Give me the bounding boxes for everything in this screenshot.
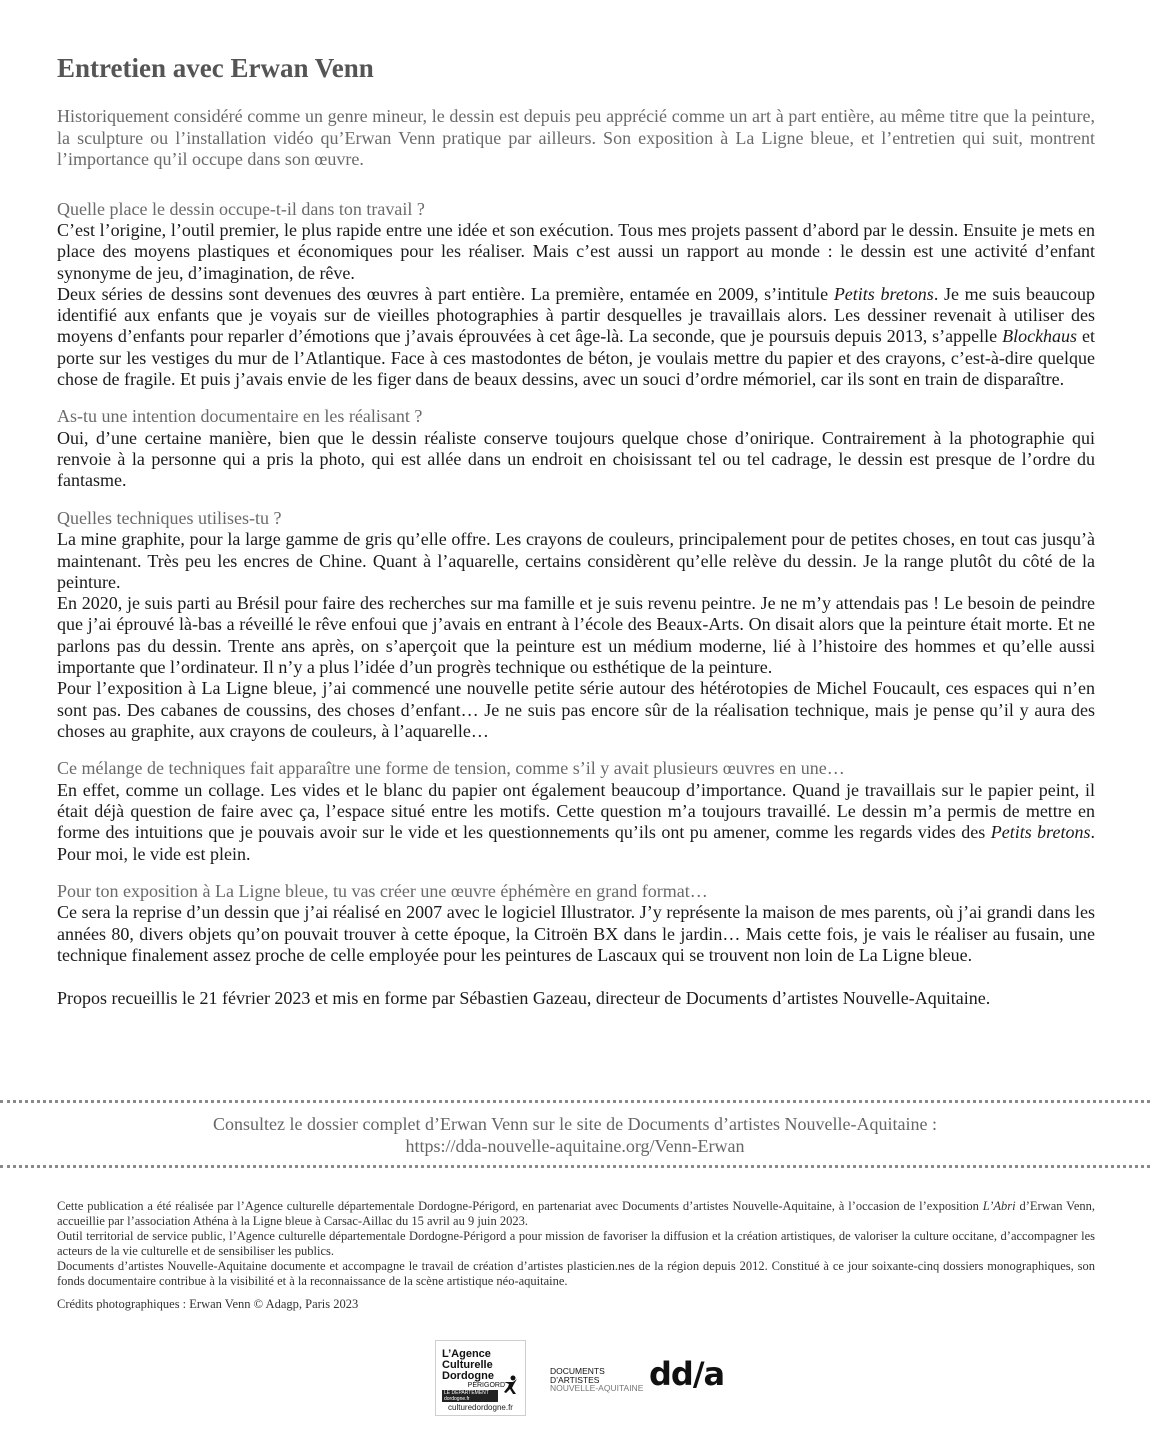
- answer-paragraph: Deux séries de dessins sont devenues des œuvres à part entière. La première, entamée en 2009, s’intitule Petits bretons. Je me suis beaucoup identifié aux enfants que je voyais sur de vieilles photographies à partir desquelles je travaillais alors. Les dessiner revenait à utiliser des moyens d’enfants pour reparler d’émotions que j’avais éprouvées à cet âge-là. La seconde, que je poursuis depuis 2013, s’appelle Blockhaus et porte sur les vestiges du mur de l’Atlantique. Face à ces mastodontes de béton, je voulais mettre du papier et des crayons, c’est-à-dire quelque chose de fragile. Et puis j’avais envie de les figer dans de beaux dessins, avec un souci d’ordre mémoriel, car ils sont en train de disparaître.: [57, 283, 1096, 390]
- qa-block-1: [57, 199, 1095, 391]
- credits-paragraph: Outil territorial de service public, l’Agence culturelle départementale Dordogne-Périgord a pour mission de favoriser la diffusion et la création artistiques, de valoriser la culture occitane, d’accompagner les acteurs de la vie culturelle et de sensibiliser les publics.: [57, 1229, 1095, 1258]
- qa-block-5: [57, 881, 1095, 966]
- logo-text: NOUVELLE-AQUITAINE: [550, 1383, 644, 1393]
- logo-text: D’ARTISTES: [550, 1374, 600, 1385]
- answer-paragraph: C’est l’origine, l’outil premier, le plus rapide entre une idée et son exécution. Tous mes projets passent d’abord par le dessin. Ensuite je mets en place des moyens plastiques et économiques pour les réaliser. Mais c’est aussi un rapport au monde : le dessin est une activité d’enfant synonyme de jeu, d’imagination, de rêve.: [57, 220, 1095, 283]
- qa-block-2: [57, 406, 1095, 491]
- answer: [57, 428, 1095, 492]
- article: [57, 52, 1095, 1010]
- credits: [57, 1199, 1095, 1312]
- answer-paragraph: En effet, comme un collage. Les vides et le blanc du papier ont également beaucoup d’importance. Quand je travaillais sur le papier peint, il était déjà question de faire avec ça, l’espace situé entre les motifs. Cette question m’a toujours travaillé. Le dessin m’a permis de mettre en forme des intuitions que je pouvais avoir sur le vide et les questionnements qu’ils ont pu amener, comme les regards vides des Petits bretons. Pour moi, le vide est plein.: [57, 779, 1095, 864]
- answer-paragraph: La mine graphite, pour la large gamme de gris qu’elle offre. Les crayons de couleurs, principalement pour de petites choses, en tout cas jusqu’à maintenant. Très peu les encres de Chine. Quant à l’aquarelle, certains considèrent qu’elle relève du dessin. Je la range plutôt du côté de la peinture.: [57, 529, 1095, 592]
- dotted-divider: [0, 1165, 1150, 1168]
- qa-block-3: [57, 508, 1095, 742]
- answer-paragraph: Pour l’exposition à La Ligne bleue, j’ai commencé une nouvelle petite série autour des hétérotopies de Michel Foucault, ces espaces qui n’en sont pas. Des cabanes de coussins, des choses d’enfant… Je ne suis pas encore sûr de la réalisation technique, mais je pense qu’il y aura des choses au graphite, aux crayons de couleurs, à l’aquarelle…: [57, 678, 1095, 741]
- dossier-url-link[interactable]: https://dda-nouvelle-aquitaine.org/Venn-Erwan: [405, 1135, 745, 1156]
- question: Ce mélange de techniques fait apparaître une forme de tension, comme s’il y avait plusieurs œuvres en une…: [57, 758, 845, 779]
- logo-text: Dordogne: [442, 1370, 494, 1382]
- dancer-icon: [501, 1375, 519, 1395]
- dotted-divider: [0, 1100, 1150, 1103]
- work-title: Blockhaus: [1002, 326, 1078, 347]
- answer: [57, 220, 1095, 390]
- credits-paragraph: Documents d’artistes Nouvelle-Aquitaine documente et accompagne le travail de création d’artistes plasticien.nes de la région depuis 2012. Constitué à ce jour soixante-cinq dossiers monographiques, son fonds documentaire contribue à la visibilité et à la reconnaissance de la scène artistique néo-aquitaine.: [57, 1259, 1095, 1288]
- answer: [57, 902, 1095, 966]
- logo-text: PÉRIGORD: [467, 1382, 505, 1389]
- dda-mark-logo[interactable]: dd/a: [649, 1355, 725, 1393]
- photo-credits: Crédits photographiques : Erwan Venn © Adagp, Paris 2023: [57, 1297, 359, 1311]
- question: Quelles techniques utilises-tu ?: [57, 507, 282, 528]
- dossier-text: Consultez le dossier complet d’Erwan Venn sur le site de Documents d’artistes Nouvelle-Aquitaine :: [213, 1114, 937, 1134]
- dda-text-logo[interactable]: [550, 1367, 643, 1393]
- exhibition-title: L’Abri: [982, 1199, 1016, 1213]
- credits-paragraph: Cette publication a été réalisée par l’Agence culturelle départementale Dordogne-Périgord, en partenariat avec Documents d’artistes Nouvelle-Aquitaine, à l’occasion de l’exposition L’Abri d’Erwan Venn, accueillie par l’association Athéna à la Ligne bleue à Carsac-Aillac du 15 avril au 9 juin 2023.: [57, 1199, 1095, 1228]
- dossier-link-box: [0, 1114, 1150, 1157]
- logo-text: culturedordogne.fr: [448, 1403, 513, 1412]
- answer: [57, 780, 1095, 865]
- logo-text: LE DÉPARTEMENT dordogne.fr: [442, 1390, 498, 1402]
- answer-paragraph: Ce sera la reprise d’un dessin que j’ai réalisé en 2007 avec le logiciel Illustrator. J’y représente la maison de mes parents, où j’ai grandi dans les années 80, divers objets qu’on pouvait trouver à cette époque, la Citroën BX dans le jardin… Mais cette fois, je vais le réaliser au fusain, une technique finalement assez proche de celle employée pour les peintures de Lascaux qui se trouvent non loin de La Ligne bleue.: [57, 902, 1095, 966]
- answer-paragraph: En 2020, je suis parti au Brésil pour faire des recherches sur ma famille et je suis revenu peintre. Je ne m’y attendais pas ! Le besoin de peindre que j’ai éprouvé là-bas a réveillé le rêve enfoui que j’avais en entrant à l’école des Beaux-Arts. On disait alors que la peinture était morte. Et ne parlons pas du dessin. Trente ans après, on s’aperçoit que la peinture est un médium moderne, lié à l’histoire des hommes et qu’elle aussi importante que l’ordinateur. Il n’y a plus l’idée d’un progrès technique ou esthétique de la peinture.: [57, 593, 1095, 678]
- qa-block-4: [57, 758, 1095, 865]
- question: Pour ton exposition à La Ligne bleue, tu vas créer une œuvre éphémère en grand format…: [57, 880, 708, 901]
- logo-text: Culturelle: [442, 1359, 493, 1371]
- logo-text: L’Agence: [442, 1348, 491, 1360]
- question: As-tu une intention documentaire en les réalisant ?: [57, 406, 423, 427]
- question: Quelle place le dessin occupe-t-il dans ton travail ?: [57, 198, 425, 219]
- partner-logos: [0, 1340, 1150, 1420]
- agence-culturelle-logo[interactable]: [435, 1340, 526, 1416]
- logo-text: DOCUMENTS: [550, 1366, 605, 1376]
- page-title: Entretien avec Erwan Venn: [57, 53, 374, 83]
- intro-paragraph: Historiquement considéré comme un genre mineur, le dessin est depuis peu apprécié comme un art à part entière, au même titre que la peinture, la sculpture ou l’installation vidéo qu’Erwan Venn pratique par ailleurs. Son exposition à La Ligne bleue, et l’entretien qui suit, montrent l’importance qu’il occupe dans son œuvre.: [57, 106, 1095, 169]
- closing-note: Propos recueillis le 21 février 2023 et mis en forme par Sébastien Gazeau, directeur de Documents d’artistes Nouvelle-Aquitaine.: [57, 988, 991, 1009]
- answer: [57, 529, 1095, 742]
- answer-paragraph: Oui, d’une certaine manière, bien que le dessin réaliste conserve toujours quelque chose d’onirique. Contrairement à la photographie qui renvoie à la personne qui a pris la photo, qui est allée dans un endroit en choisissant tel ou tel cadrage, le dessin est presque de l’ordre du fantasme.: [57, 427, 1095, 491]
- work-title: Petits bretons: [833, 283, 934, 304]
- work-title: Petits bretons: [990, 822, 1091, 843]
